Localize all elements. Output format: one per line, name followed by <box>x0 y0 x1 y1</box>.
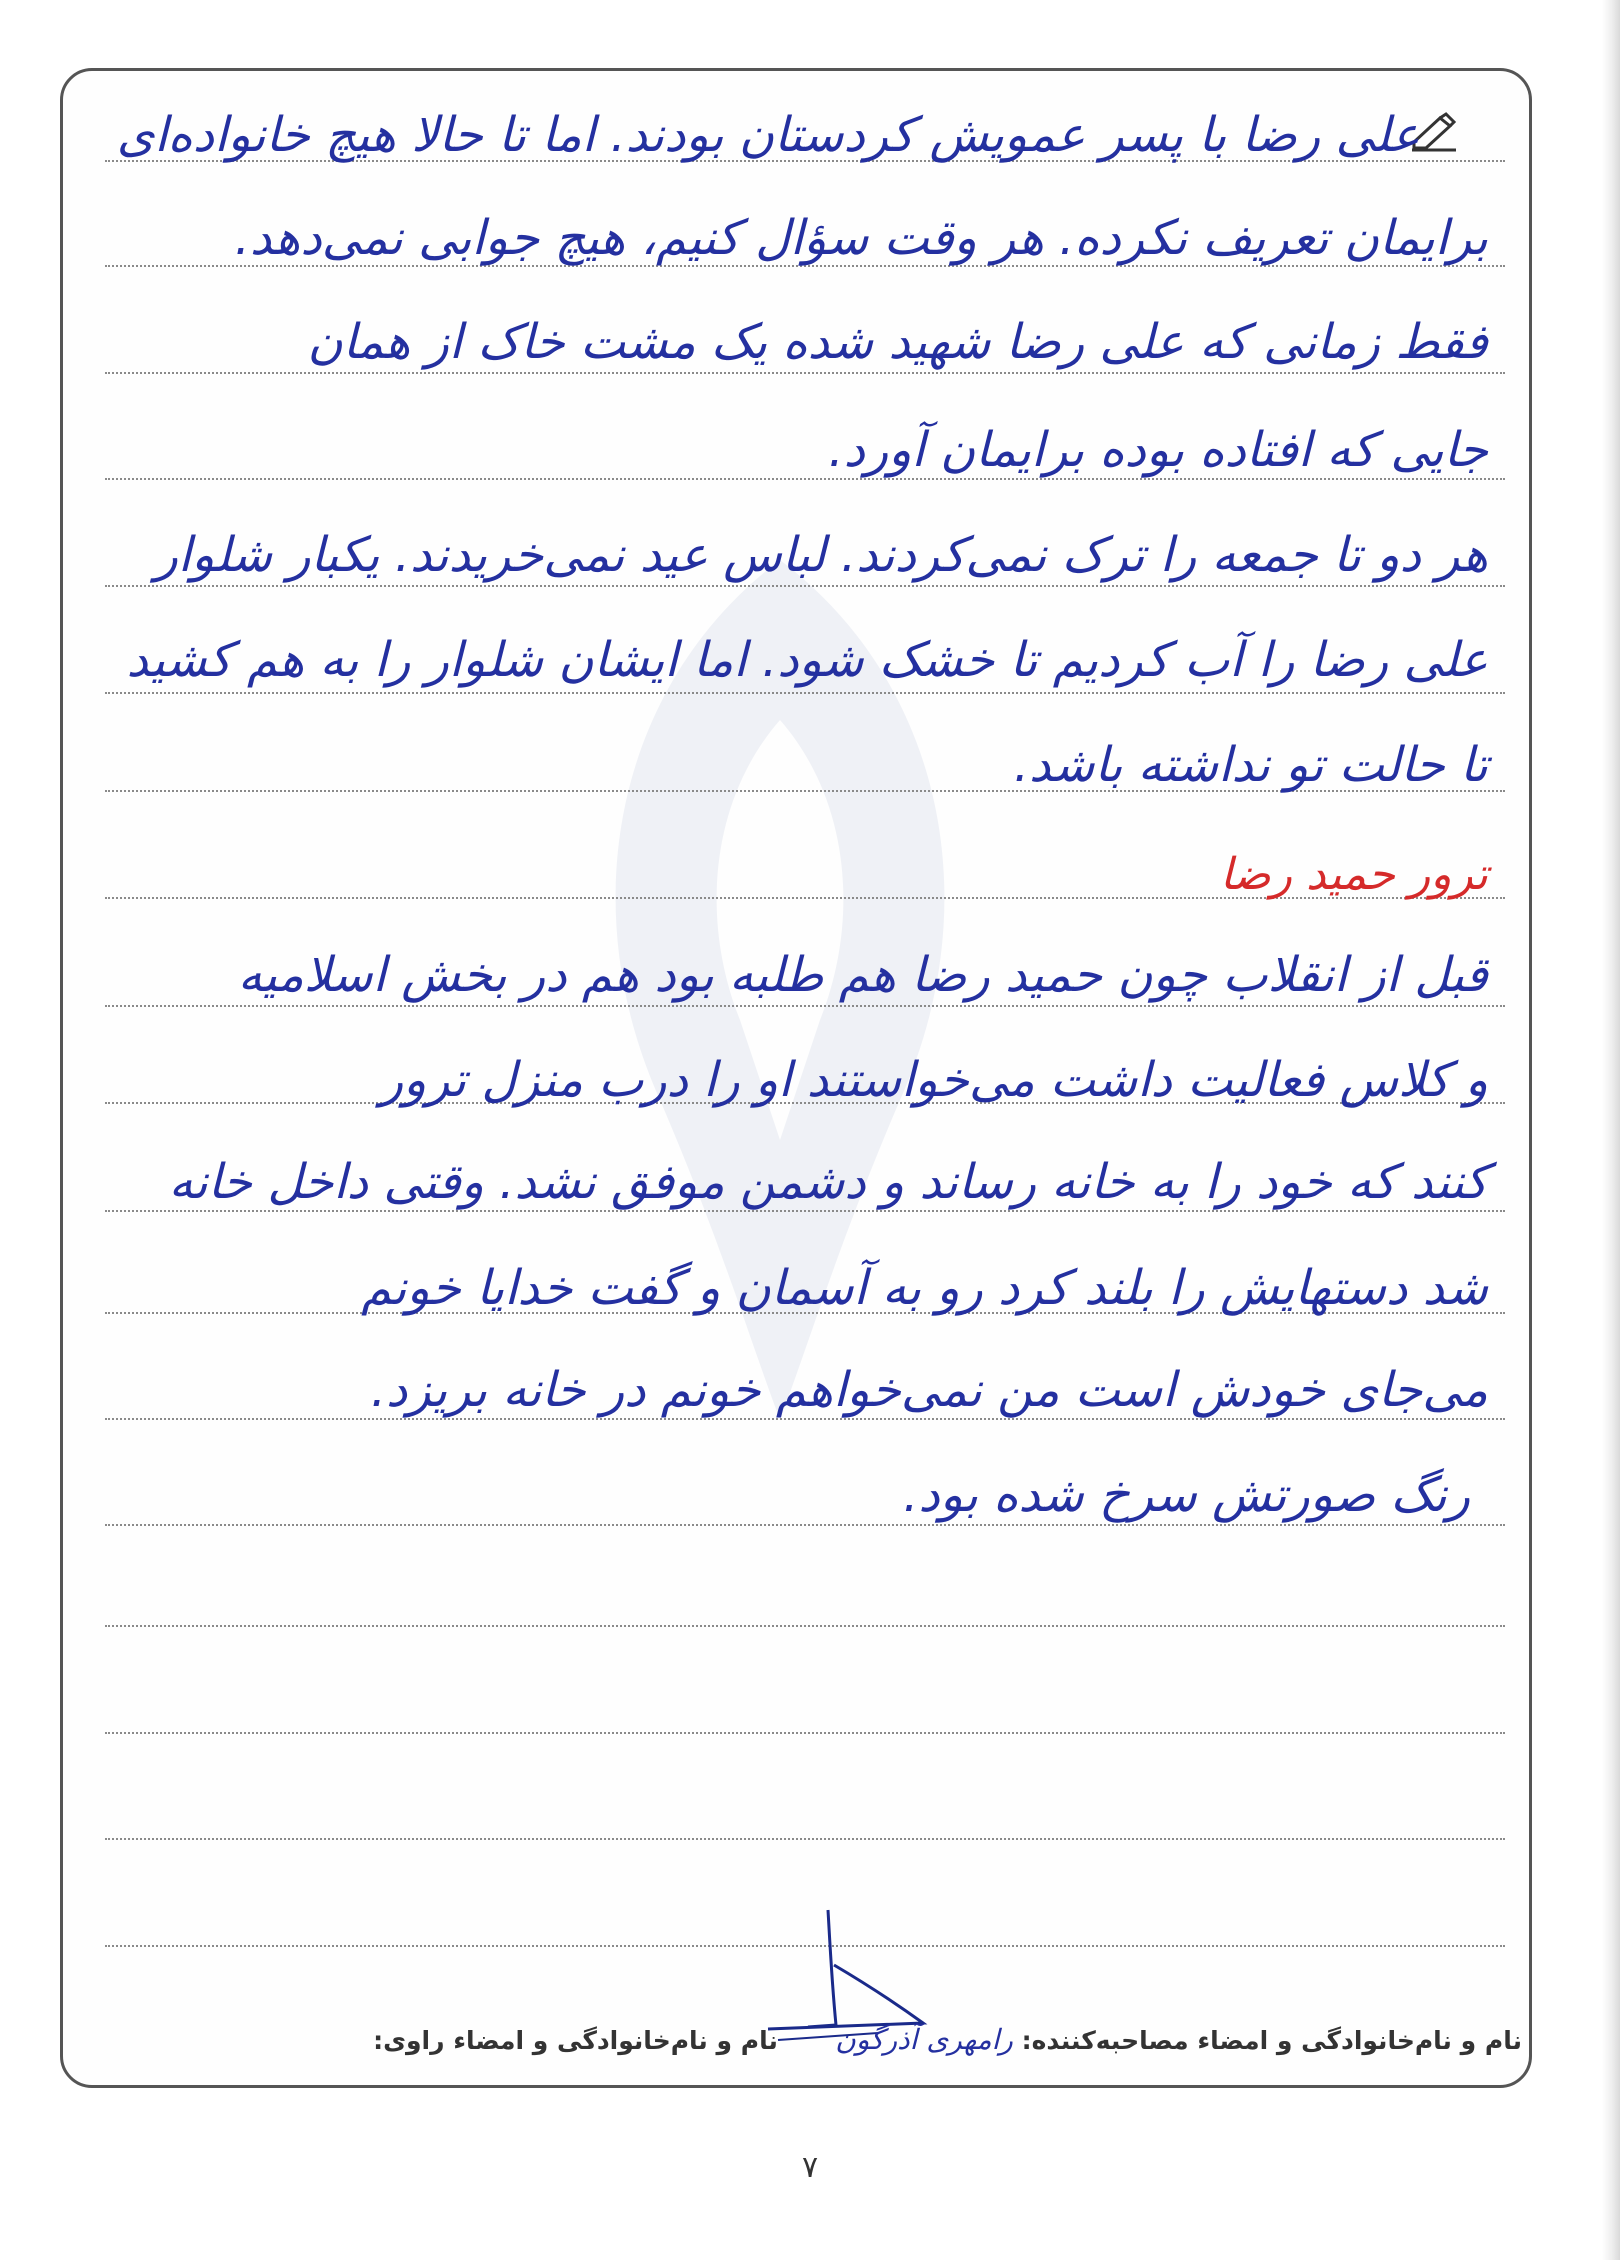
interviewer-label: نام و نام‌خانوادگی و امضاء مصاحبه‌کننده: <box>1021 2026 1522 2055</box>
ruled-line <box>105 1005 1505 1007</box>
footer-signature-labels <box>373 2020 1522 2061</box>
scan-edge <box>1602 0 1620 2260</box>
handwritten-line: کنند که خود را به خانه رساند و دشمن موفق نشد. وقتی داخل خانه <box>168 1154 1488 1210</box>
ruled-line <box>105 1625 1505 1627</box>
handwritten-line: تا حالت تو نداشته باشد. <box>1013 737 1488 793</box>
handwritten-line: شد دستهایش را بلند کرد رو به آسمان و گفت خدایا خونم <box>361 1260 1488 1316</box>
handwritten-line: قبل از انقلاب چون حمید رضا هم طلبه بود هم در بخش اسلامیه <box>237 947 1488 1003</box>
ruled-line <box>105 1732 1505 1734</box>
handwritten-line: هر دو تا جمعه را ترک نمی‌کردند. لباس عید نمی‌خریدند. یکبار شلوار <box>154 527 1488 583</box>
handwritten-line: علی رضا با پسر عمویش کردستان بودند. اما تا حالا هیچ خانواده‌ای <box>116 107 1420 163</box>
handwritten-line: می‌جای خودش است من نمی‌خواهم خونم در خانه بریزد. <box>370 1362 1488 1418</box>
handwritten-line: جایی که افتاده بوده برایمان آورد. <box>828 422 1488 478</box>
interviewer-name: رامهری آذرگون <box>835 2023 1013 2056</box>
handwritten-line: رنگ صورتش سرخ شده بود. <box>903 1467 1470 1523</box>
handwritten-line: و کلاس فعالیت داشت می‌خواستند او را درب منزل ترور <box>379 1052 1488 1108</box>
page-number: ۷ <box>801 2150 819 2185</box>
handwritten-line: فقط زمانی که علی رضا شهید شده یک مشت خاک از همان <box>307 314 1488 370</box>
ruled-line <box>105 1838 1505 1840</box>
handwritten-line: علی رضا را آب کردیم تا خشک شود. اما ایشان شلوار را به هم کشید <box>126 632 1488 688</box>
section-heading: ترور حمید رضا <box>1219 849 1488 900</box>
handwritten-line: برایمان تعریف نکرده. هر وقت سؤال کنیم، هیچ جوابی نمی‌دهد. <box>234 210 1488 266</box>
ruled-line <box>105 372 1505 374</box>
narrator-label: نام و نام‌خانوادگی و امضاء راوی: <box>373 2026 778 2055</box>
ruled-line <box>105 585 1505 587</box>
ruled-line <box>105 692 1505 694</box>
